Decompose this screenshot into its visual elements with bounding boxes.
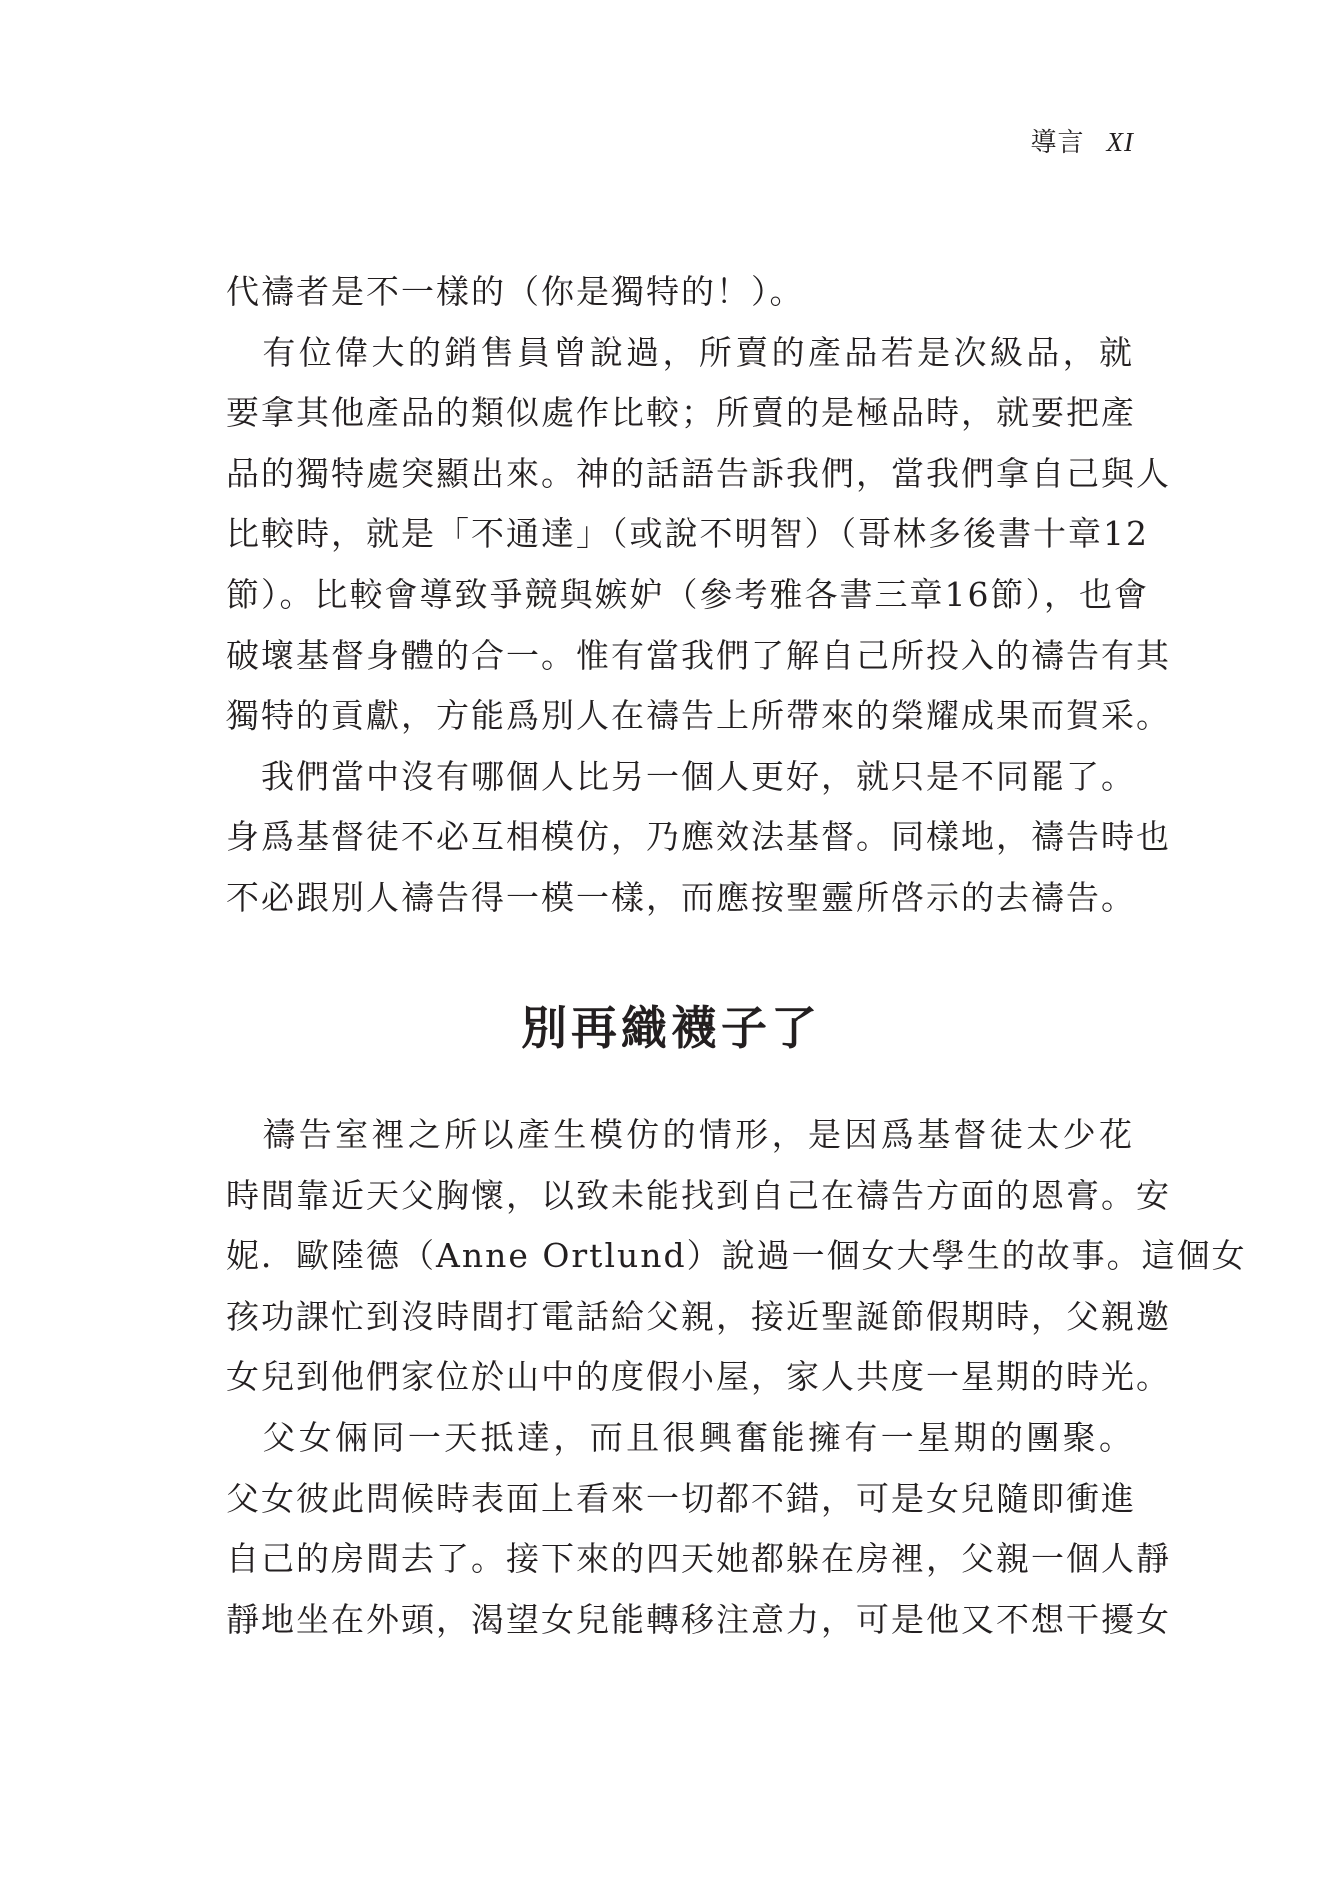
text-line: 要拿其他產品的類似處作比較；所賣的是極品時，就要把產	[226, 393, 1136, 433]
text-line: 禱告室裡之所以產生模仿的情形，是因爲基督徒太少花	[226, 1115, 1134, 1154]
running-header	[1031, 126, 1135, 159]
text-line: 有位偉大的銷售員曾說過，所賣的產品若是次級品，就	[226, 332, 1134, 372]
text-line: 女兒到他們家位於山中的度假小屋，家人共度一星期的時光。	[226, 1357, 1171, 1397]
text-line: 妮．歐陸德（Anne Ortlund）說過一個女大學生的故事。這個女	[226, 1236, 1247, 1276]
text-line: 節）。比較會導致爭競與嫉妒（參考雅各書三章16節），也會	[226, 574, 1149, 614]
section-title: 別再織襪子了	[521, 1001, 821, 1055]
text-line: 孩功課忙到沒時間打電話給父親，接近聖誕節假期時，父親邀	[226, 1296, 1171, 1336]
text-line: 時間靠近天父胸懷，以致未能找到自己在禱告方面的恩膏。安	[226, 1175, 1171, 1215]
body-text-bottom	[226, 1105, 1247, 1650]
body-text-top	[226, 262, 1171, 929]
text-line: 自己的房間去了。接下來的四天她都躲在房裡，父親一個人靜	[226, 1539, 1171, 1579]
chapter-label: 導言	[1030, 128, 1085, 158]
text-line: 代禱者是不一樣的（你是獨特的！）。	[226, 272, 805, 311]
text-line: 品的獨特處突顯出來。神的話語告訴我們，當我們拿自己與人	[226, 453, 1171, 493]
text-line: 獨特的貢獻，方能爲別人在禱告上所帶來的榮耀成果而賀采。	[226, 696, 1171, 736]
text-line: 靜地坐在外頭，渴望女兒能轉移注意力，可是他又不想干擾女	[226, 1599, 1171, 1639]
text-line: 比較時，就是「不通達」（或說不明智）（哥林多後書十章12	[226, 514, 1149, 554]
page-number: XI	[1106, 127, 1134, 157]
text-line: 我們當中沒有哪個人比另一個人更好，就只是不同罷了。	[226, 756, 1136, 796]
text-line: 父女彼此問候時表面上看來一切都不錯，可是女兒隨即衝進	[226, 1478, 1136, 1518]
text-line: 身爲基督徒不必互相模仿，乃應效法基督。同樣地，禱告時也	[226, 817, 1171, 857]
text-line: 破壞基督身體的合一。惟有當我們了解自己所投入的禱告有其	[226, 635, 1171, 675]
text-line: 不必跟別人禱告得一模一樣，而應按聖靈所啓示的去禱告。	[226, 877, 1136, 917]
text-line: 父女倆同一天抵達，而且很興奮能擁有一星期的團聚。	[226, 1417, 1134, 1457]
